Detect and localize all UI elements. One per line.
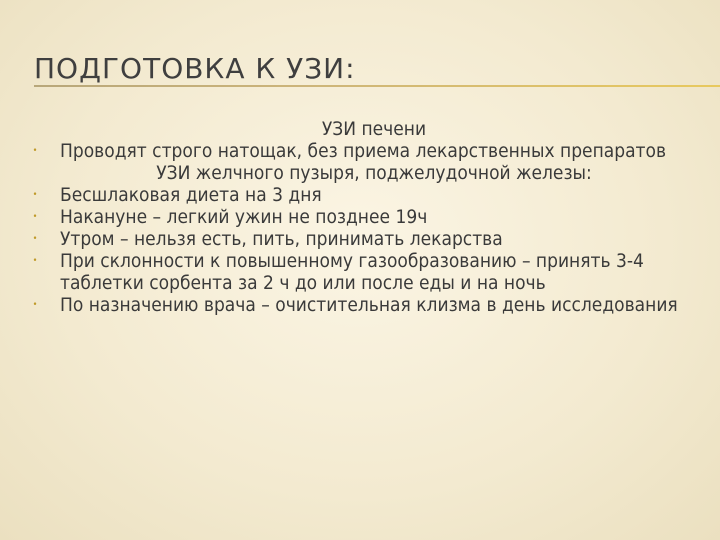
list-item-text: По назначению врача – очистительная клизма в день исследования bbox=[60, 294, 678, 316]
list-item-text: Проводят строго натощак, без приема лекарственных препаратов bbox=[60, 140, 667, 162]
list-item-text: При склонности к повышенному газообразованию – принять 3-4 таблетки сорбента за 2 ч до или после еды и на ночь bbox=[60, 250, 644, 294]
list-item bbox=[30, 250, 690, 294]
title-underline bbox=[34, 85, 720, 87]
list-item bbox=[30, 140, 690, 162]
list-item-text: Накануне – легкий ужин не позднее 19ч bbox=[60, 206, 428, 228]
list-item-text: Бесшлаковая диета на 3 дня bbox=[60, 184, 322, 206]
section-heading-liver: УЗИ печени bbox=[321, 118, 427, 140]
bullet-icon: • bbox=[32, 190, 38, 200]
bullet-icon: • bbox=[32, 234, 38, 244]
bullet-icon: • bbox=[32, 212, 38, 222]
list-item bbox=[30, 206, 690, 228]
section-heading-gallbladder: УЗИ желчного пузыря, поджелудочной железы: bbox=[156, 162, 592, 184]
list-item bbox=[30, 184, 690, 206]
list-item bbox=[30, 228, 690, 250]
list-item-text: Утром – нельзя есть, пить, принимать лекарства bbox=[60, 228, 503, 250]
slide-content bbox=[30, 118, 690, 316]
bullet-icon: • bbox=[32, 300, 38, 310]
bullet-icon: • bbox=[32, 256, 38, 266]
slide-title: ПОДГОТОВКА К УЗИ: bbox=[34, 52, 356, 85]
bullet-icon: • bbox=[32, 146, 38, 156]
list-item bbox=[30, 294, 690, 316]
